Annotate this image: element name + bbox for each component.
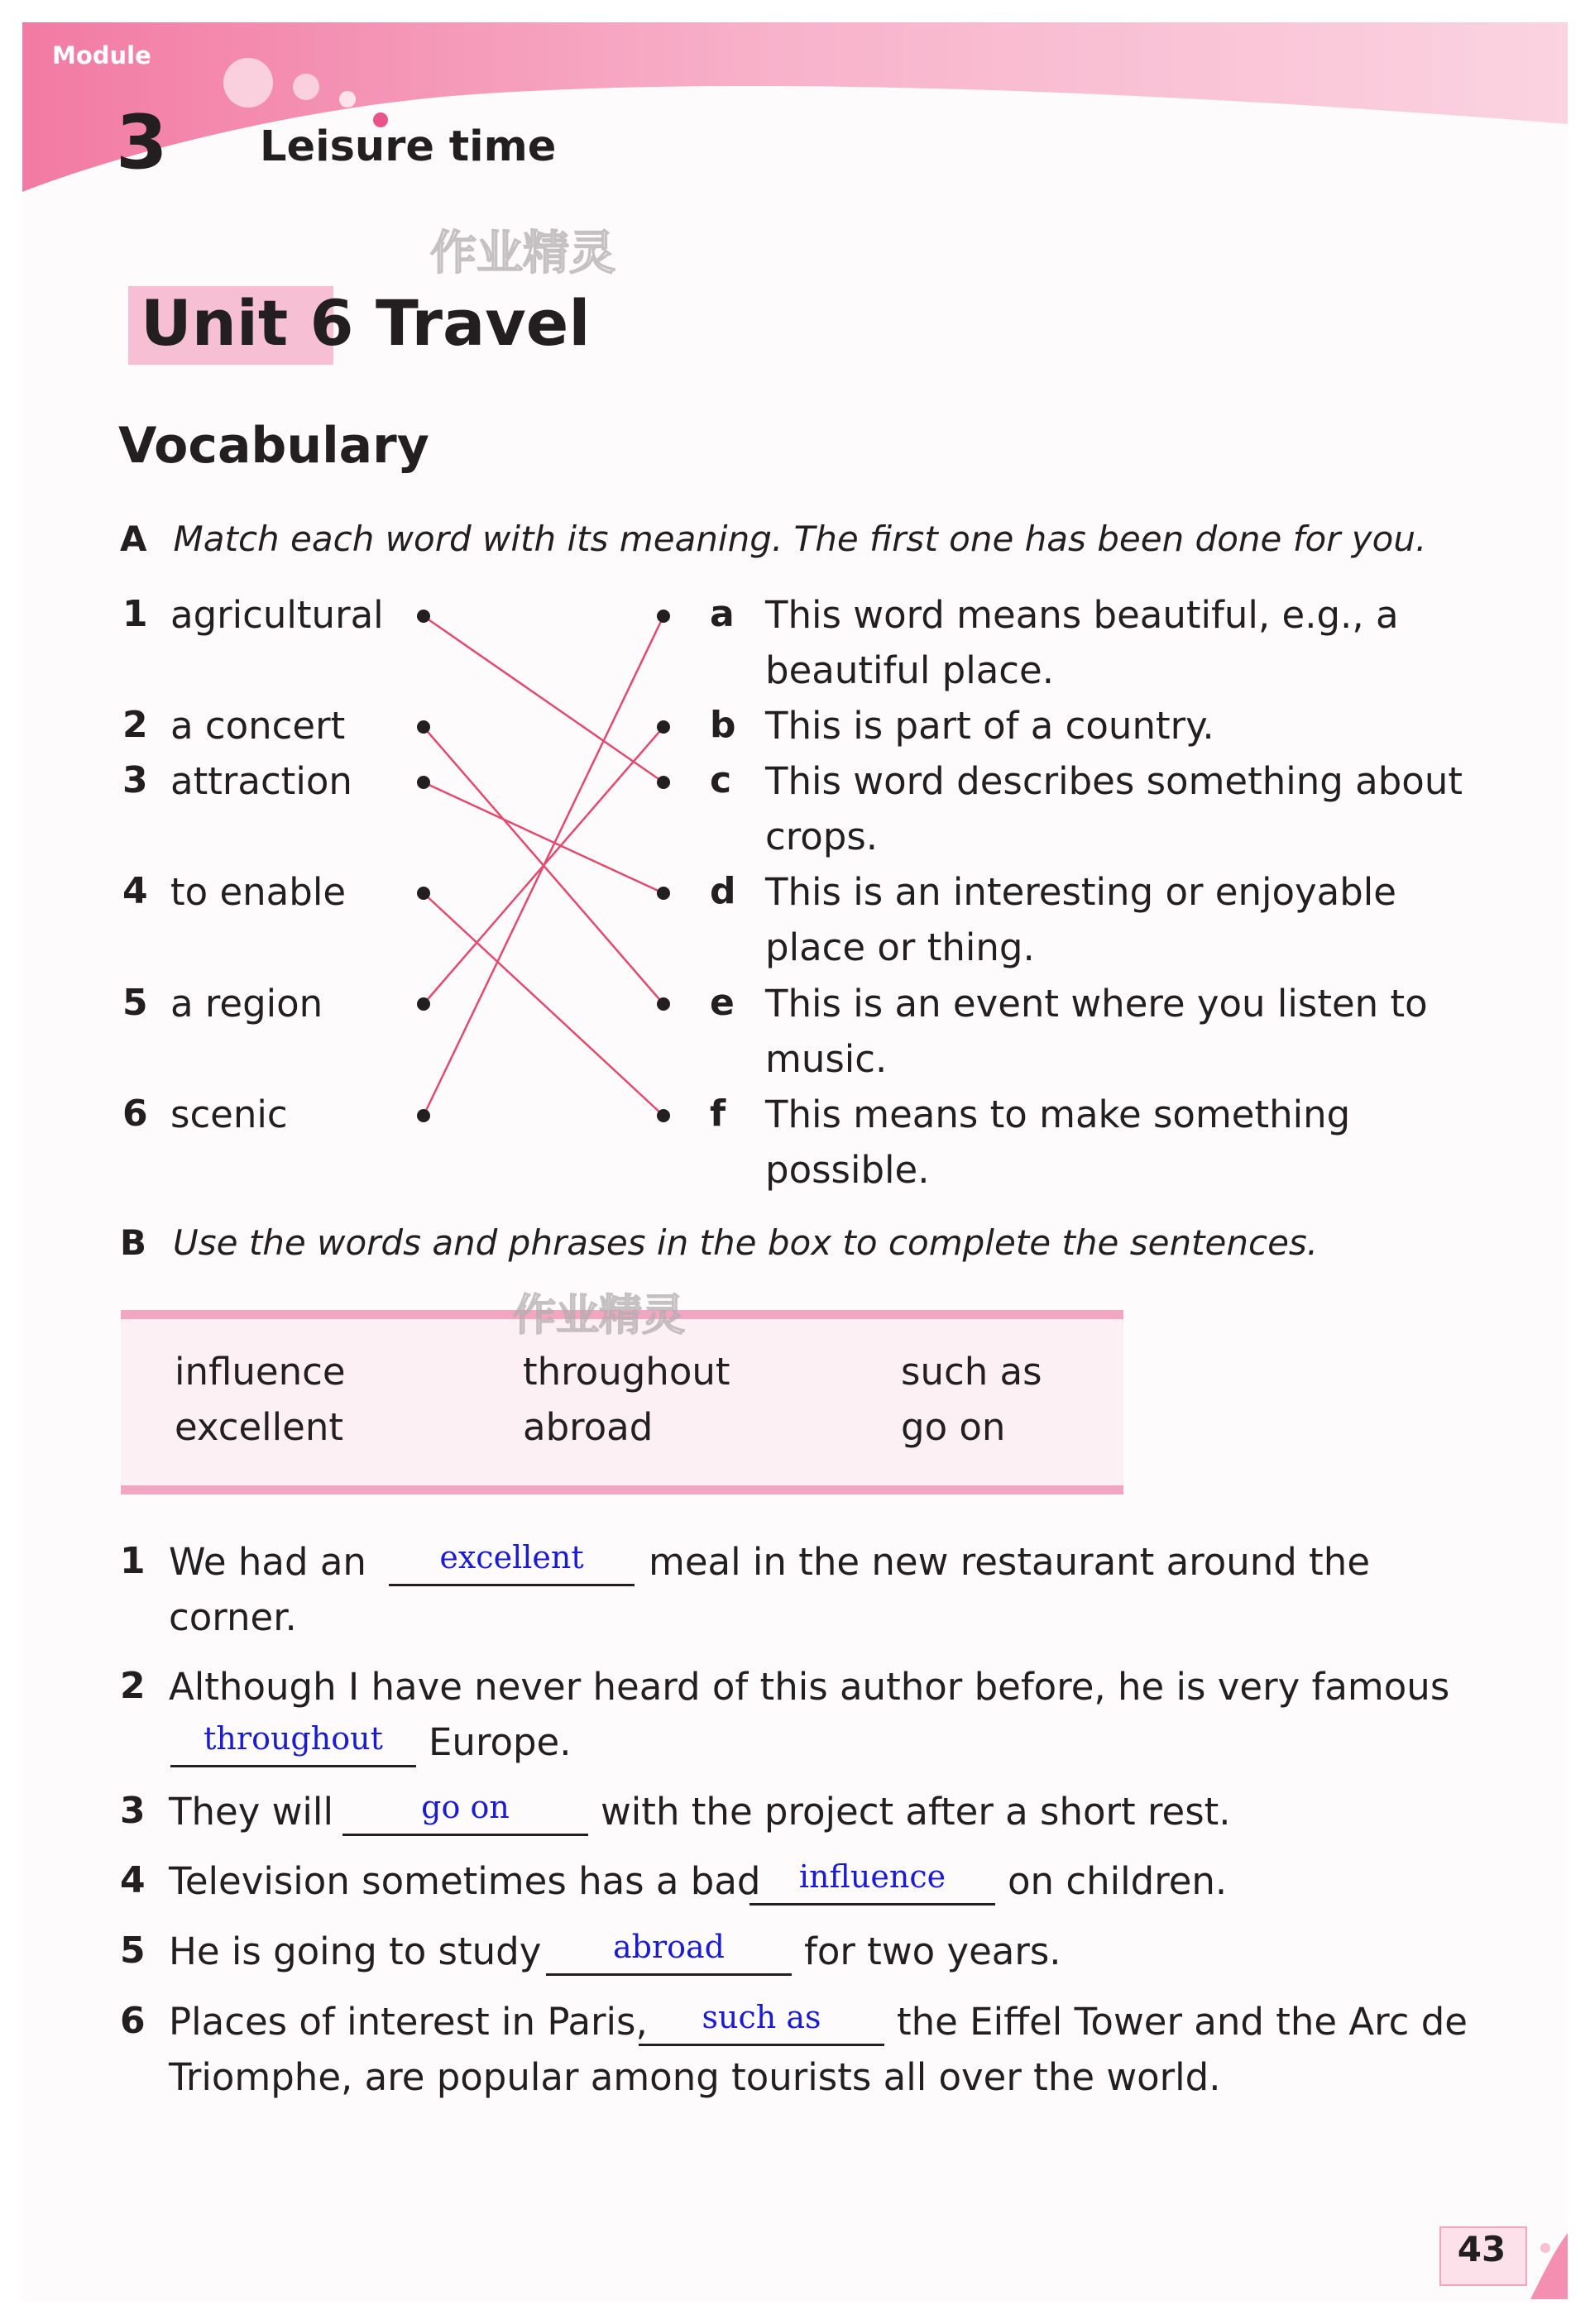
meaning-dot[interactable] (657, 1109, 670, 1122)
answer-blank (342, 1834, 588, 1836)
word-region: a region (170, 982, 323, 1026)
word-dot[interactable] (417, 887, 430, 900)
box-word: abroad (523, 1405, 654, 1449)
sentence-number: 3 (120, 1790, 146, 1832)
meaning-dot[interactable] (657, 610, 670, 623)
meaning-letter: d (710, 870, 736, 912)
page-number: 43 (1457, 2229, 1506, 2269)
sentence-text: on children. (1008, 1859, 1228, 1903)
sentence-text: We had an (169, 1540, 366, 1584)
word-number: 2 (122, 704, 148, 746)
watermark: 作业精灵 (513, 1291, 686, 1341)
sentence-text: Although I have never heard of this author before, he is very famous (169, 1665, 1450, 1709)
sentence-text: the Eiffel Tower and the Arc de (897, 2000, 1468, 2044)
word-number: 4 (122, 870, 148, 912)
answer-blank (639, 2044, 884, 2046)
sentence-text: He is going to study (169, 1929, 542, 1973)
part-b-instruction: B Use the words and phrases in the box to complete the sentences. (120, 1222, 1319, 1263)
meaning-dot[interactable] (657, 776, 670, 789)
word-attraction: attraction (170, 759, 352, 803)
answer-text[interactable]: throughout (204, 1720, 383, 1757)
word-number: 5 (122, 982, 148, 1024)
meaning-letter: a (710, 593, 735, 635)
module-number: 3 (116, 99, 168, 186)
meaning-e-line2: music. (765, 1037, 888, 1081)
meaning-c-line1: This word describes something about (765, 759, 1463, 803)
watermark: 作业精灵 (430, 227, 615, 280)
answer-text[interactable]: go on (421, 1789, 510, 1825)
meaning-dot[interactable] (657, 887, 670, 900)
meaning-a-line2: beautiful place. (765, 648, 1055, 692)
answer-text[interactable]: excellent (439, 1539, 584, 1576)
answer-blank (389, 1584, 635, 1586)
answer-blank (546, 1973, 792, 1976)
sentence-text: Europe. (429, 1720, 572, 1764)
sentence-text: Triomphe, are popular among tourists all over the world. (169, 2055, 1221, 2099)
meaning-f-line2: possible. (765, 1148, 930, 1192)
module-title: Leisure time (260, 122, 557, 171)
word-number: 6 (122, 1093, 148, 1135)
word-scenic: scenic (170, 1093, 288, 1136)
answer-text[interactable]: influence (798, 1858, 946, 1895)
match-line (424, 893, 663, 1116)
sentence-text: Television sometimes has a bad (169, 1859, 761, 1903)
meaning-letter: e (710, 982, 735, 1024)
answer-text[interactable]: such as (702, 1999, 821, 2035)
answer-blank (170, 1765, 416, 1767)
unit-title: Unit 6 Travel (141, 286, 591, 360)
meaning-d-line2: place or thing. (765, 925, 1035, 969)
meaning-letter: c (710, 759, 732, 801)
sentence-text: They will (169, 1790, 333, 1834)
word-number: 3 (122, 759, 148, 801)
meaning-letter: f (710, 1093, 726, 1135)
module-label: Module (52, 41, 151, 69)
part-a-instruction: A Match each word with its meaning. The first one has been done for you. (120, 519, 1427, 559)
sentence-text: Places of interest in Paris, (169, 2000, 648, 2044)
meaning-b-line1: This is part of a country. (765, 704, 1214, 748)
sentence-text: for two years. (804, 1929, 1061, 1973)
word-enable: to enable (170, 870, 347, 914)
meaning-dot[interactable] (657, 997, 670, 1011)
vocabulary-heading: Vocabulary (118, 417, 429, 475)
sentence-number: 2 (120, 1665, 146, 1707)
part-a-letter: A (120, 519, 147, 559)
meaning-f-line1: This means to make something (765, 1093, 1351, 1136)
word-dot[interactable] (417, 1109, 430, 1122)
word-number: 1 (122, 593, 148, 635)
word-dot[interactable] (417, 720, 430, 734)
meaning-dot[interactable] (657, 720, 670, 734)
match-line (424, 782, 663, 893)
box-word: influence (175, 1350, 346, 1394)
meaning-e-line1: This is an event where you listen to (765, 982, 1428, 1026)
sentence-number: 6 (120, 2000, 146, 2042)
match-line (424, 616, 663, 782)
sentence-text: meal in the new restaurant around the (649, 1540, 1371, 1584)
part-b-letter: B (120, 1222, 147, 1263)
meaning-a-line1: This word means beautiful, e.g., a (765, 593, 1399, 637)
box-word: throughout (523, 1350, 730, 1394)
word-agricultural: agricultural (170, 593, 384, 637)
box-word: excellent (175, 1405, 344, 1449)
meaning-d-line1: This is an interesting or enjoyable (765, 870, 1396, 914)
meaning-letter: b (710, 704, 736, 746)
sentence-text: with the project after a short rest. (601, 1790, 1231, 1834)
sentence-number: 4 (120, 1859, 146, 1901)
sentence-number: 5 (120, 1929, 146, 1972)
meaning-c-line2: crops. (765, 815, 879, 858)
answer-blank (750, 1903, 995, 1906)
answer-text[interactable]: abroad (612, 1929, 725, 1965)
sentence-text: corner. (169, 1595, 297, 1639)
word-box-bottom-border (121, 1485, 1123, 1494)
box-word: go on (901, 1405, 1006, 1449)
sentence-number: 1 (120, 1540, 146, 1582)
word-box (121, 1319, 1123, 1489)
word-dot[interactable] (417, 997, 430, 1011)
word-dot[interactable] (417, 610, 430, 623)
word-dot[interactable] (417, 776, 430, 789)
match-line (424, 616, 663, 1116)
box-word: such as (901, 1350, 1042, 1394)
word-concert: a concert (170, 704, 346, 748)
